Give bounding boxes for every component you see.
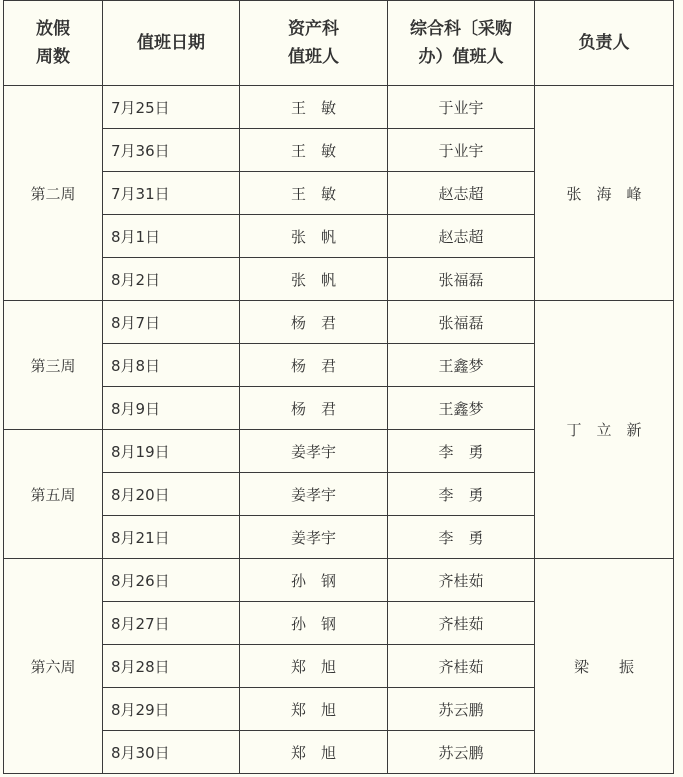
asset-duty-cell: 姜孝宇 xyxy=(240,473,388,516)
asset-duty-cell: 王 敏 xyxy=(240,129,388,172)
date-cell: 8月1日 xyxy=(103,215,240,258)
general-duty-cell: 于业宇 xyxy=(388,86,535,129)
asset-duty-cell: 王 敏 xyxy=(240,172,388,215)
asset-duty-cell: 杨 君 xyxy=(240,301,388,344)
header-week-line: 周数 xyxy=(36,47,70,67)
week-cell: 第二周 xyxy=(4,86,103,301)
header-week-line: 放假 xyxy=(36,19,70,39)
asset-duty-cell: 杨 君 xyxy=(240,344,388,387)
general-duty-cell: 王鑫梦 xyxy=(388,387,535,430)
date-cell: 8月19日 xyxy=(103,430,240,473)
asset-duty-cell: 张 帆 xyxy=(240,258,388,301)
date-cell: 8月21日 xyxy=(103,516,240,559)
lead-cell: 丁 立 新 xyxy=(535,301,674,559)
table-row xyxy=(4,559,674,602)
header-date-line: 值班日期 xyxy=(137,33,205,53)
date-cell: 8月7日 xyxy=(103,301,240,344)
date-cell: 8月29日 xyxy=(103,688,240,731)
week-cell: 第三周 xyxy=(4,301,103,430)
general-duty-cell: 齐桂茹 xyxy=(388,645,535,688)
header-row xyxy=(4,1,674,86)
asset-duty-cell: 孙 钢 xyxy=(240,602,388,645)
header-date xyxy=(103,1,240,86)
general-duty-cell: 张福磊 xyxy=(388,258,535,301)
header-lead xyxy=(535,1,674,86)
lead-cell: 梁 振 xyxy=(535,559,674,774)
asset-duty-cell: 王 敏 xyxy=(240,86,388,129)
general-duty-cell: 李 勇 xyxy=(388,473,535,516)
general-duty-cell: 齐桂茹 xyxy=(388,559,535,602)
header-week xyxy=(4,1,103,86)
date-cell: 8月26日 xyxy=(103,559,240,602)
table-row xyxy=(4,86,674,129)
header-general-line: 综合科〔采购 xyxy=(410,19,512,39)
general-duty-cell: 于业宇 xyxy=(388,129,535,172)
header-general-line: 办）值班人 xyxy=(418,47,504,67)
header-general xyxy=(388,1,535,86)
asset-duty-cell: 孙 钢 xyxy=(240,559,388,602)
asset-duty-cell: 郑 旭 xyxy=(240,731,388,774)
asset-duty-cell: 姜孝宇 xyxy=(240,516,388,559)
general-duty-cell: 王鑫梦 xyxy=(388,344,535,387)
asset-duty-cell: 郑 旭 xyxy=(240,688,388,731)
week-cell: 第五周 xyxy=(4,430,103,559)
asset-duty-cell: 杨 君 xyxy=(240,387,388,430)
table-header xyxy=(4,1,674,86)
duty-schedule-table xyxy=(3,0,674,774)
date-cell: 8月9日 xyxy=(103,387,240,430)
week-cell: 第六周 xyxy=(4,559,103,774)
general-duty-cell: 李 勇 xyxy=(388,516,535,559)
table-body xyxy=(4,86,674,774)
date-cell: 7月31日 xyxy=(103,172,240,215)
date-cell: 8月8日 xyxy=(103,344,240,387)
general-duty-cell: 张福磊 xyxy=(388,301,535,344)
date-cell: 8月28日 xyxy=(103,645,240,688)
header-lead-line: 负责人 xyxy=(578,33,630,53)
asset-duty-cell: 姜孝宇 xyxy=(240,430,388,473)
header-asset-line: 值班人 xyxy=(288,47,339,67)
asset-duty-cell: 郑 旭 xyxy=(240,645,388,688)
table-row xyxy=(4,301,674,344)
date-cell: 8月20日 xyxy=(103,473,240,516)
header-asset-line: 资产科 xyxy=(288,19,339,39)
lead-cell: 张 海 峰 xyxy=(535,86,674,301)
date-cell: 7月25日 xyxy=(103,86,240,129)
general-duty-cell: 赵志超 xyxy=(388,172,535,215)
date-cell: 7月36日 xyxy=(103,129,240,172)
general-duty-cell: 李 勇 xyxy=(388,430,535,473)
general-duty-cell: 齐桂茹 xyxy=(388,602,535,645)
header-asset xyxy=(240,1,388,86)
general-duty-cell: 苏云鹏 xyxy=(388,688,535,731)
asset-duty-cell: 张 帆 xyxy=(240,215,388,258)
date-cell: 8月30日 xyxy=(103,731,240,774)
date-cell: 8月2日 xyxy=(103,258,240,301)
general-duty-cell: 赵志超 xyxy=(388,215,535,258)
date-cell: 8月27日 xyxy=(103,602,240,645)
general-duty-cell: 苏云鹏 xyxy=(388,731,535,774)
